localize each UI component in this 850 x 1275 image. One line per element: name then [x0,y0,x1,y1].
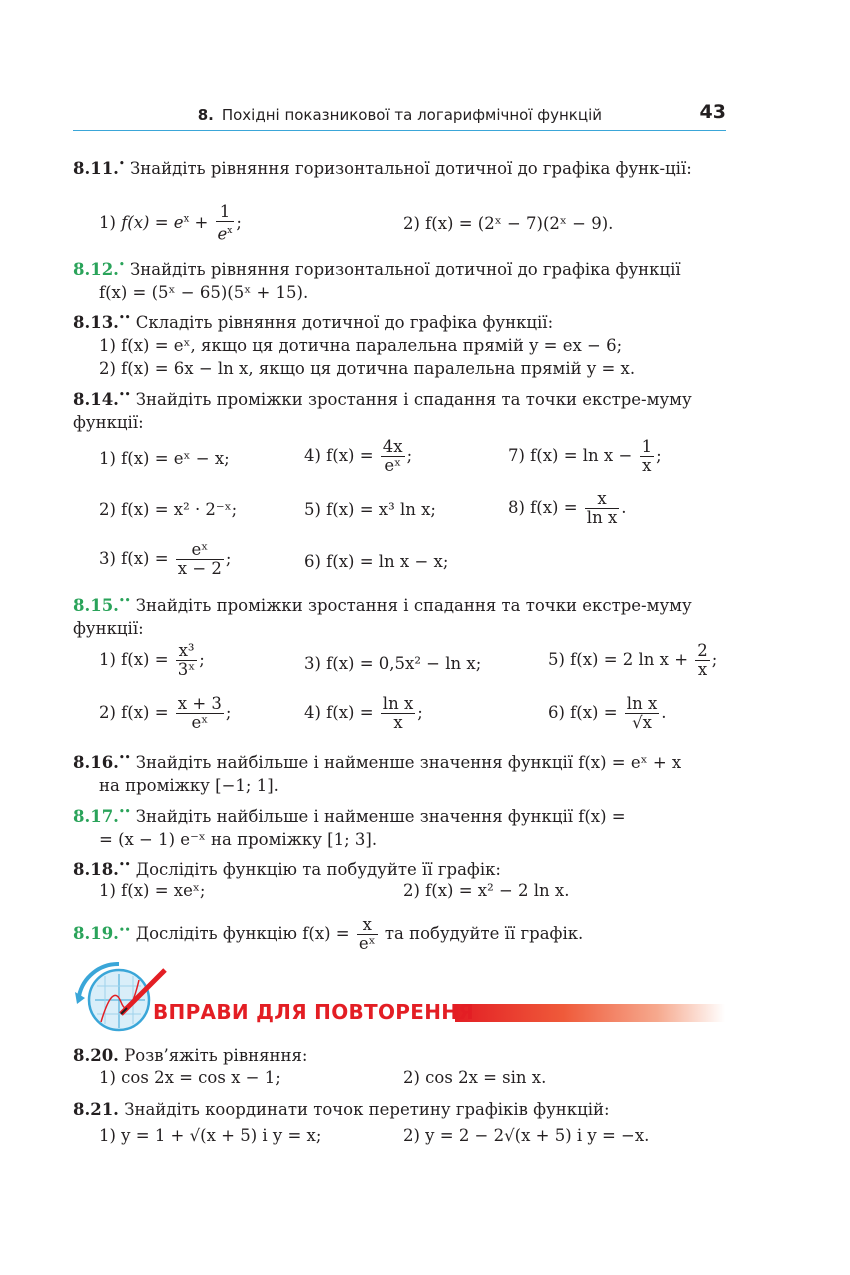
problem-8-17: 8.17.•• Знайдіть найбільше і найменше значення функції f(x) = = (x − 1) e⁻ˣ на проміжку [1; 3]. [73,807,626,849]
problem-8-21-item-1: 1) y = 1 + √(x + 5) і y = x; [99,1126,322,1145]
problem-8-15-item-1: 1) f(x) = $\frac{\text{x³}}{\text{3ˣ}}$ ; [99,641,205,679]
problem-8-15-item-6: 6) f(x) = $\frac{\text{ln x}}{√x}$ . [548,694,667,732]
problem-8-14-item-8: 8) f(x) = $\frac{x}{\text{ln x}}$ . [508,489,627,527]
problem-8-18: 8.18.•• Дослідіть функцію та побудуйте її графік: [73,860,501,879]
problem-8-12: 8.12.• Знайдіть рівняння горизонтальної дотичної до графіка функції f(x) = (5ˣ − 65)(5ˣ + 15). [73,260,681,302]
problem-8-14: 8.14.•• Знайдіть проміжки зростання і спадання та точки екстре-муму функції: [73,390,692,432]
problem-8-20: 8.20. Розв’яжіть рівняння: [73,1046,308,1065]
page-header [73,98,726,131]
section-title: ВПРАВИ ДЛЯ ПОВТОРЕННЯ [153,1000,474,1024]
problem-8-15: 8.15.•• Знайдіть проміжки зростання і спадання та точки екстре-муму функції: [73,596,692,638]
problem-8-18-item-1: 1) f(x) = xeˣ; [99,881,206,900]
problem-8-20-item-1: 1) cos 2x = cos x − 1; [99,1068,281,1087]
problem-8-19: 8.19.•• Дослідіть функцію f(x) = $\frac{x}{\text{eˣ}}$ та побудуйте її графік. [73,915,584,953]
problem-8-11-item-2: 2) f(x) = (2ˣ − 7)(2ˣ − 9). [403,214,614,233]
problem-8-21-item-2: 2) y = 2 − 2√(x + 5) і y = −x. [403,1126,650,1145]
problem-8-15-item-3: 3) f(x) = 0,5x² − ln x; [304,654,482,673]
problem-8-20-item-2: 2) cos 2x = sin x. [403,1068,547,1087]
page-number: 43 [699,101,726,123]
problem-8-18-item-2: 2) f(x) = x² − 2 ln x. [403,881,570,900]
problem-8-14-item-4: 4) f(x) = $\frac{4x}{\text{eˣ}}$ ; [304,437,413,475]
problem-8-14-item-6: 6) f(x) = ln x − x; [304,552,449,571]
fraction: $\frac{1}{e^x}$ [217,202,233,244]
problem-8-11-item-1: 1) $f(x) = e^x$ + $\frac{1}{e^x}$ ; [99,202,242,244]
chapter-title: 8. Похідні показникової та логарифмічної функцій [197,106,602,124]
problem-8-15-item-2: 2) f(x) = $\frac{x + 3}{\text{eˣ}}$ ; [99,694,232,732]
problem-8-21: 8.21. Знайдіть координати точок перетину графіків функцій: [73,1100,610,1119]
problem-8-15-item-4: 4) f(x) = $\frac{\text{ln x}}{x}$ ; [304,694,423,732]
problem-8-14-item-2: 2) f(x) = x² · 2⁻ˣ; [99,500,238,519]
problem-8-16: 8.16.•• Знайдіть найбільше і найменше значення функції f(x) = eˣ + x на проміжку [−1; 1]. [73,753,682,795]
problem-8-14-item-1: 1) f(x) = eˣ − x; [99,449,230,468]
problem-8-14-item-7: 7) f(x) = ln x − $\frac{1}{x}$ ; [508,437,662,475]
section-review-exercises [73,962,733,1032]
problem-8-15-item-5: 5) f(x) = 2 ln x + $\frac{2}{x}$ ; [548,641,718,679]
problem-8-13: 8.13.•• Складіть рівняння дотичної до графіка функції: 1) f(x) = eˣ, якщо ця дотична паралельна прямій y = ex − 6; 2) f(x) = 6x − ln x, якщо ця дотична паралельна прямій y = x. [73,313,636,378]
problem-8-11: 8.11.• Знайдіть рівняння горизонтальної дотичної до графіка функ-ції: [73,159,692,178]
problem-8-14-item-5: 5) f(x) = x³ ln x; [304,500,436,519]
section-band [455,1004,725,1022]
problem-8-14-item-3: 3) f(x) = $\frac{\text{eˣ}}{x - 2}$ ; [99,540,232,578]
